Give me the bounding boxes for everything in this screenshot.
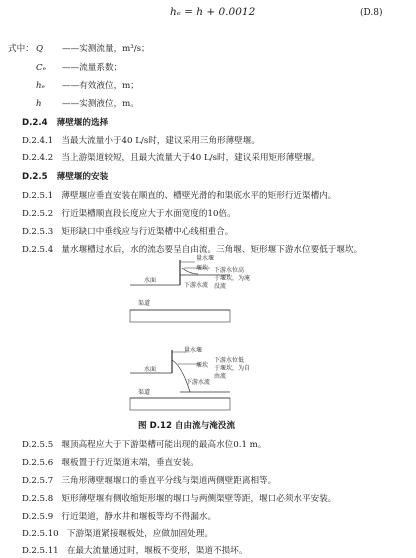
downstream-label: 下游水流	[184, 282, 209, 289]
gauge-label: 量水堰	[196, 255, 215, 262]
clause: D.2.5.8 矩形薄壁堰有侧收缩矩形堰的堰口与两侧渠壁等距，堰口必须水平安装。	[22, 494, 337, 504]
clause: D.2.5.6 堰板置于行近渠道末端，垂直安装。	[22, 458, 199, 468]
note-label: 于堰坎，为自	[214, 365, 251, 372]
note-label: 没流	[214, 283, 227, 290]
clause: D.2.5.9 行近渠道，静水井和堰板等均不得漏水。	[22, 512, 217, 522]
where-intro: 式中：	[8, 44, 34, 54]
equation: hₑ = h + 0.0012	[170, 6, 256, 18]
upstream-label: 水面	[144, 277, 157, 284]
where-desc: ——实测液位，m。	[62, 99, 139, 109]
crest-label: 堰坎	[196, 362, 209, 369]
clause: D.2.5.3 矩形缺口中垂线应与行近渠槽中心线相重合。	[22, 227, 234, 237]
downstream-label: 下游水流	[186, 379, 211, 386]
free-flow-diagram	[130, 346, 250, 410]
clause: D.2.5.4 量水堰槽过水后，水的流态要呈自由流。三角堰、矩形堰下游水位要低于堰坎。	[22, 245, 363, 255]
figure-caption: 图 D.12 自由流与淹没流	[138, 421, 236, 431]
where-desc: ——流量系数；	[62, 63, 123, 73]
clause: D.2.5.10 下游渠道紧接堰板处，应做加固处理。	[22, 529, 213, 539]
where-symbol: hₑ	[36, 81, 45, 91]
equation-number: (D.8)	[360, 8, 383, 18]
section-heading: D.2.4 薄壁堰的选择	[22, 118, 109, 128]
submerged-flow-diagram	[130, 254, 250, 322]
where-symbol: Cₑ	[36, 63, 46, 73]
gauge-label: 量水堰	[184, 347, 203, 354]
note-label: 下游水位高	[214, 267, 245, 274]
channel-label: 渠道	[138, 300, 151, 307]
where-symbol: h	[36, 99, 42, 109]
clause: D.2.5.1 薄壁堰应垂直安装在顺直的、槽壁光滑的和渠底水平的矩形行近渠槽内。	[22, 191, 337, 201]
clause: D.2.5.2 行近渠槽顺直段长度应大于水面宽度的10倍。	[22, 209, 236, 219]
section-heading: D.2.5 薄壁堰的安装	[22, 172, 109, 182]
crest-label: 堰坎	[196, 265, 209, 272]
note-label: 于堰坎，为淹	[214, 275, 251, 282]
note-label: 由流	[214, 373, 227, 380]
clause: D.2.5.5 堰顶高程应大于下游渠槽可能出现的最高水位0.1 m。	[22, 440, 267, 450]
upstream-label: 水面	[144, 366, 157, 373]
channel-label: 渠道	[138, 389, 151, 396]
clause: D.2.4.2 当上游渠道较短，且最大流量大于40 L/s时，建议采用矩形薄壁堰。	[22, 153, 321, 163]
where-symbol: Q	[36, 44, 44, 54]
clause: D.2.4.1 当最大流量小于40 L/s时，建议采用三角形薄壁堰。	[22, 136, 260, 146]
where-desc: ——有效液位，m；	[62, 81, 139, 91]
clause: D.2.5.11 在最大流量通过时，堰板不变形，渠道不损坏。	[22, 546, 248, 556]
note-label: 下游水位低	[214, 357, 245, 364]
where-desc: ——实测流量，m³/s；	[62, 44, 150, 54]
clause: D.2.5.7 三角形薄壁堰堰口的垂直平分线与渠道两侧壁距离相等。	[22, 476, 277, 486]
